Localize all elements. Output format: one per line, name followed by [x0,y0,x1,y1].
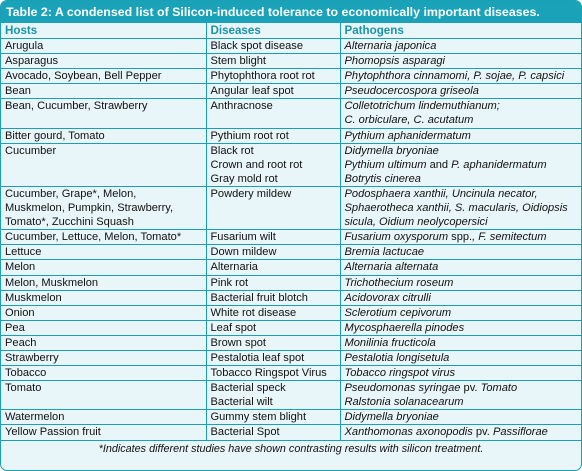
host-cell [1,335,206,350]
host-text: Peach [5,336,37,349]
host-text: Cucumber [5,144,57,157]
table-row [1,290,581,305]
pathogen-cell [340,128,581,143]
disease-text: Tobacco Ringspot Virus [210,367,327,380]
pathogen-cell [340,230,581,245]
disease-cell [206,143,340,158]
pathogen-text: Bremia lactucae [344,246,425,259]
pathogen-text: Pseudocercospora griseola [344,85,479,98]
pathogen-cell [340,395,581,410]
pathogen-text: Fusarium oxysporum spp., F. semitectum [344,231,547,244]
host-cell [1,275,206,290]
pathogen-text: Xanthomonas axonopodis pv. Passiflorae [344,426,548,439]
table-row [1,425,581,440]
pathogen-cell [340,425,581,440]
table-row [1,69,581,84]
host-cell [1,320,206,335]
pathogen-text: Sclerotium cepivorum [344,306,452,319]
disease-cell [206,381,340,396]
host-cell [1,39,206,54]
host-cell [1,128,206,143]
host-text: Yellow Passion fruit [5,426,101,439]
disease-cell [206,366,340,381]
disease-cell [206,395,340,410]
disease-cell [206,84,340,99]
pathogen-text: Pestalotia longisetula [344,351,450,364]
host-text: Bitter gourd, Tomato [5,129,105,142]
host-cell [1,99,206,128]
host-text: Watermelon [5,411,65,424]
table-row [1,335,581,350]
pathogen-text: Botrytis cinerea [344,172,421,185]
table-caption: Table 2: A condensed list of Silicon-induced tolerance to economically important diseases. [1,1,581,23]
disease-text: Pink rot [210,276,249,289]
table-row [1,54,581,69]
host-text: Tomato [5,382,42,395]
pathogen-text: Trichothecium roseum [344,276,454,289]
disease-cell [206,425,340,440]
host-cell [1,143,206,158]
host-cell [1,290,206,305]
host-text: Arugula [5,40,44,52]
table-row [1,275,581,290]
disease-table [1,23,581,440]
host-cell [1,425,206,440]
pathogen-text: Acidovorax citrulli [344,291,431,304]
host-cell [1,410,206,425]
header-hosts: Hosts [1,23,206,39]
host-text: Avocado, Soybean, Bell Pepper [5,70,162,83]
pathogen-text: Didymella bryoniae [344,144,439,157]
table-row [1,230,581,245]
disease-cell [206,410,340,425]
host-cell [1,230,206,245]
host-cell [1,350,206,365]
table-row [1,395,581,410]
host-cell [1,245,206,260]
pathogen-text: C. orbiculare, C. acutatum [344,114,474,127]
disease-text: Powdery mildew [210,187,292,200]
disease-cell [206,305,340,320]
pathogen-text: sicula, Oidium neolycopersici [344,216,488,229]
host-text [5,172,202,186]
table-row [1,99,581,128]
host-cell [1,260,206,275]
disease-cell [206,230,340,245]
disease-cell [206,39,340,54]
footnote: *Indicates different studies have shown contrasting results with silicon treatment. [1,440,581,457]
disease-cell [206,172,340,187]
pathogen-cell [340,410,581,425]
table-row [1,366,581,381]
host-cell [1,69,206,84]
disease-text: Pestalotia leaf spot [210,351,305,364]
table-row [1,381,581,396]
pathogen-cell [340,54,581,69]
pathogen-cell [340,366,581,381]
pathogen-cell [340,275,581,290]
disease-text: Black rot [210,144,254,157]
pathogen-text: Ralstonia solanacearum [344,396,464,409]
pathogen-cell [340,69,581,84]
disease-cell [206,290,340,305]
host-cell [1,54,206,69]
pathogen-text: Monilinia fructicola [344,336,436,349]
disease-cell [206,350,340,365]
pathogen-cell [340,290,581,305]
pathogen-cell [340,335,581,350]
table-row [1,143,581,158]
disease-text: Angular leaf spot [210,85,294,98]
disease-text: Alternaria [210,261,258,274]
disease-cell [206,335,340,350]
disease-cell [206,245,340,260]
disease-text: Fusarium wilt [210,231,276,244]
disease-text: Bacterial wilt [210,396,273,409]
pathogen-text: Sphaerotheca xanthii, S. macularis, Oidiopsis [344,202,568,215]
disease-cell [206,186,340,229]
host-text [5,158,202,172]
disease-text: Gummy stem blight [210,411,307,424]
table-row [1,245,581,260]
pathogen-cell [340,305,581,320]
host-cell [1,172,206,187]
table-row [1,350,581,365]
pathogen-text: Phomopsis asparagi [344,55,446,68]
host-text: Pea [5,321,25,334]
pathogen-cell [340,350,581,365]
disease-text: Crown and root rot [210,158,303,171]
table-row [1,128,581,143]
pathogen-text: Colletotrichum lindemuthianum; [344,100,500,113]
disease-text: Pythium root rot [210,129,289,142]
pathogen-cell [340,381,581,396]
disease-text: Stem blight [210,55,266,68]
disease-cell [206,99,340,128]
host-text: Cucumber, Grape*, Melon, [5,187,137,200]
disease-text: Bacterial Spot [210,426,280,439]
host-text: Strawberry [5,351,59,364]
header-pathogens: Pathogens [340,23,581,39]
host-text: Cucumber, Lettuce, Melon, Tomato* [5,231,182,244]
pathogen-cell [340,245,581,260]
host-text: Tobacco [5,367,47,380]
host-text: Bean [5,85,31,98]
header-row [1,23,581,39]
pathogen-text: Alternaria japonica [344,40,437,52]
pathogen-cell [340,158,581,172]
pathogen-text: Podosphaera xanthii, Uncinula necator, [344,187,538,200]
table-row [1,158,581,172]
pathogen-cell [340,320,581,335]
disease-text: Bacterial fruit blotch [210,291,308,304]
table-row [1,84,581,99]
table-row [1,320,581,335]
host-text: Tomato*, Zucchini Squash [5,216,134,229]
pathogen-text: Pythium aphanidermatum [344,129,471,142]
host-text: Onion [5,306,35,319]
disease-text: Brown spot [210,336,266,349]
pathogen-text: Didymella bryoniae [344,411,439,424]
table-row [1,172,581,187]
disease-text: White rot disease [210,306,297,319]
host-cell [1,366,206,381]
host-text: Bean, Cucumber, Strawberry [5,100,148,113]
pathogen-text: Phytophthora cinnamomi, P. sojae, P. capsici [344,70,565,83]
disease-text: Leaf spot [210,321,257,334]
host-text: Asparagus [5,55,59,68]
host-text: Muskmelon [5,291,62,304]
pathogen-cell [340,143,581,158]
pathogen-cell [340,172,581,187]
disease-text: Phytophthora root rot [210,70,315,83]
table-row [1,410,581,425]
disease-text: Bacterial speck [210,382,286,395]
disease-cell [206,320,340,335]
disease-text: Anthracnose [210,100,273,113]
pathogen-text: Mycosphaerella pinodes [344,321,465,334]
disease-cell [206,128,340,143]
host-cell [1,305,206,320]
pathogen-cell [340,99,581,128]
table-row [1,186,581,229]
host-cell [1,395,206,410]
disease-cell [206,260,340,275]
disease-text: Black spot disease [210,40,303,52]
host-text: Melon [5,261,36,274]
disease-text: Gray mold rot [210,172,278,185]
host-text: Melon, Muskmelon [5,276,99,289]
table-row [1,39,581,54]
host-cell [1,158,206,172]
pathogen-text: Pseudomonas syringae pv. Tomato [344,382,518,395]
pathogen-text: Pythium ultimum and P. aphanidermatum [344,158,547,171]
host-cell [1,186,206,229]
pathogen-cell [340,260,581,275]
pathogen-cell [340,186,581,229]
disease-cell [206,158,340,172]
table-row [1,260,581,275]
pathogen-text: Alternaria alternata [344,261,439,274]
pathogen-cell [340,39,581,54]
pathogen-cell [340,84,581,99]
host-text [5,395,202,409]
disease-cell [206,275,340,290]
disease-cell [206,54,340,69]
disease-text: Down mildew [210,246,277,259]
table-row [1,305,581,320]
host-cell [1,84,206,99]
host-text: Muskmelon, Pumpkin, Strawberry, [5,202,174,215]
pathogen-text: Tobacco ringspot virus [344,367,456,380]
disease-cell [206,69,340,84]
header-diseases: Diseases [206,23,340,39]
table-body [1,39,581,440]
host-text: Lettuce [5,246,42,259]
host-cell [1,381,206,396]
